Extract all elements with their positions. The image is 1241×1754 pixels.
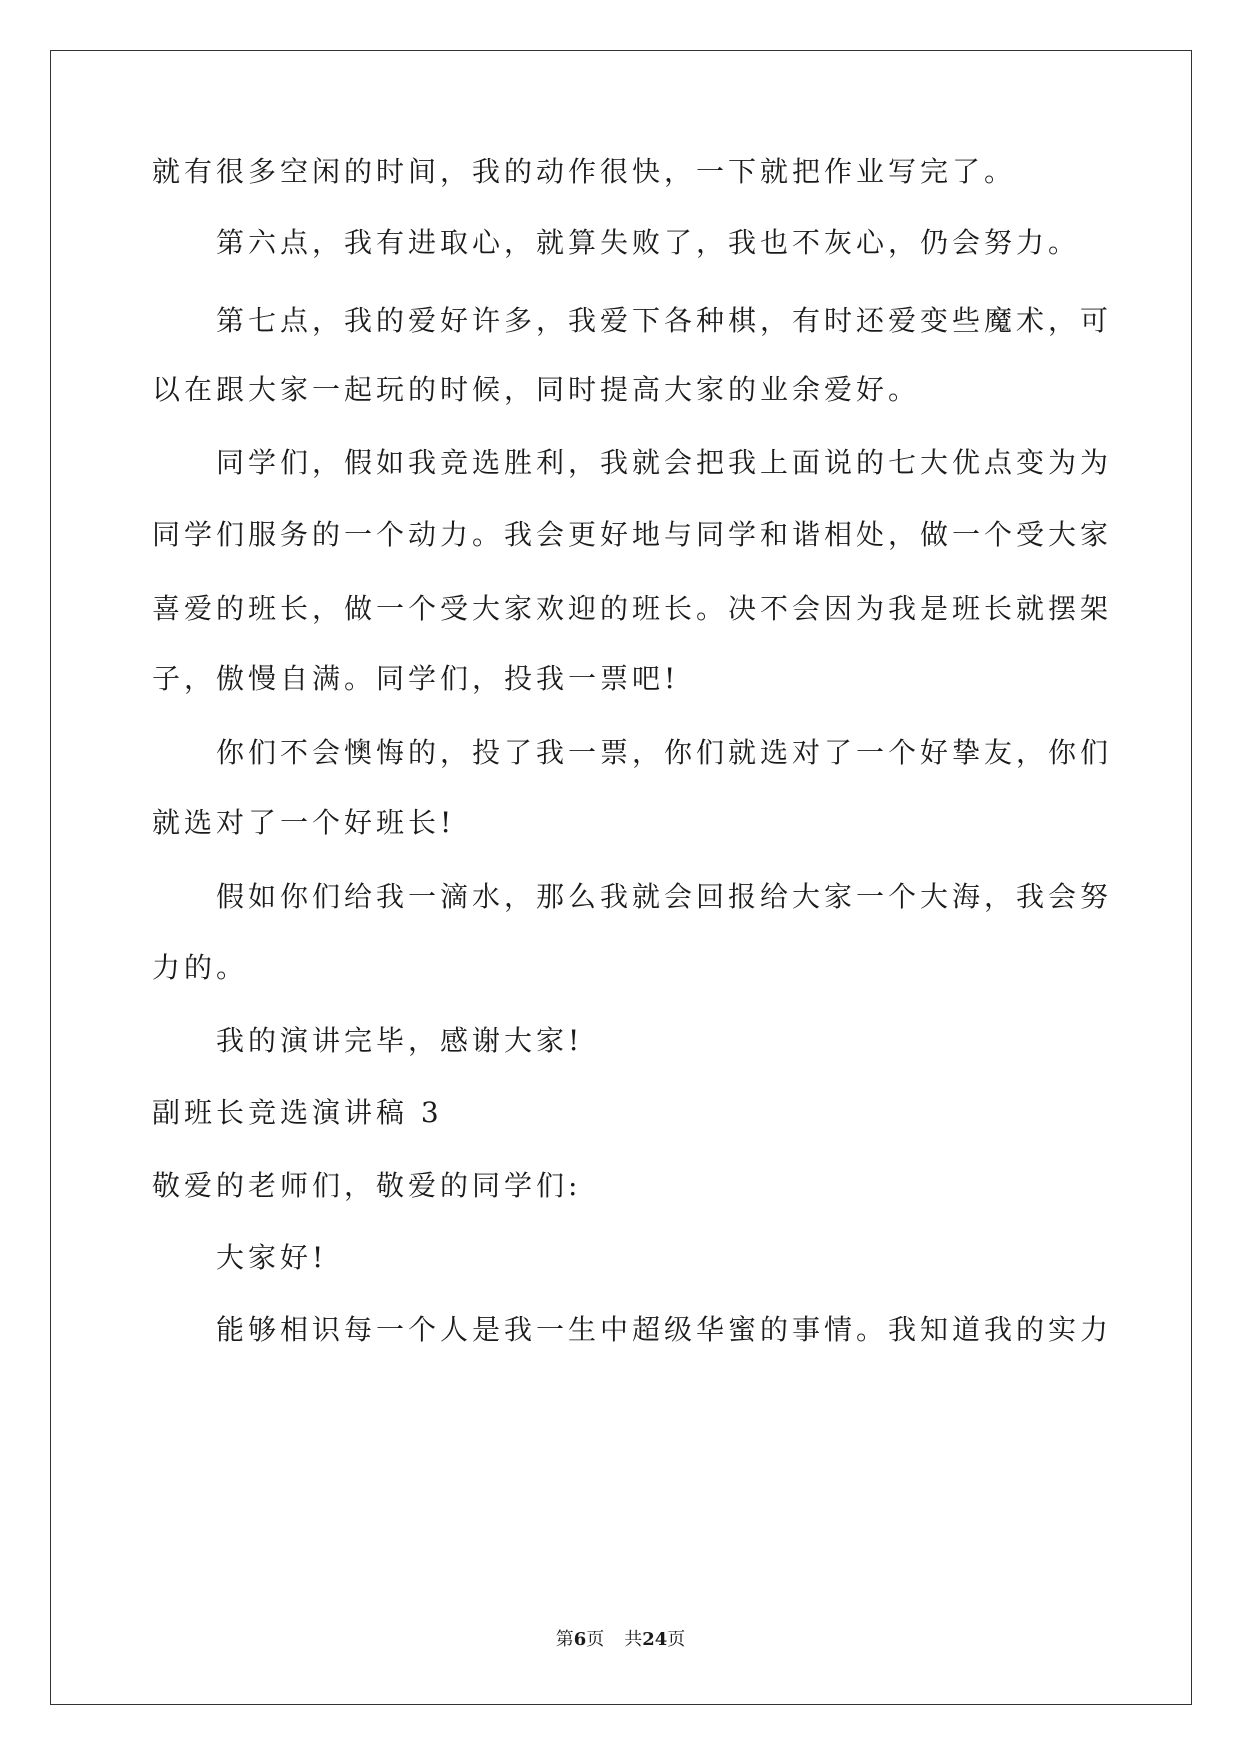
- text-line: 子，傲慢自满。同学们，投我一票吧!: [152, 662, 680, 695]
- text-line: 能够相识每一个人是我一生中超级华蜜的事情。我知道我的实力: [216, 1313, 1113, 1346]
- text-line: 假如你们给我一滴水，那么我就会回报给大家一个大海，我会努: [216, 880, 1113, 913]
- text-line: 你们不会懊悔的，投了我一票，你们就选对了一个好挚友，你们: [216, 736, 1113, 769]
- text-line: 力的。: [152, 951, 249, 984]
- total-suffix: 页: [667, 1629, 686, 1650]
- section-heading: 副班长竞选演讲稿 3: [152, 1096, 443, 1129]
- salutation: 敬爱的老师们，敬爱的同学们:: [152, 1169, 582, 1202]
- total-prefix: 共: [624, 1629, 643, 1650]
- text-line: 同学们，假如我竞选胜利，我就会把我上面说的七大优点变为为: [216, 446, 1113, 479]
- current-page-number: 6: [573, 1629, 587, 1650]
- text-line: 第七点，我的爱好许多，我爱下各种棋，有时还爱变些魔术，可: [216, 304, 1113, 337]
- text-line: 以在跟大家一起玩的时候，同时提高大家的业余爱好。: [152, 373, 921, 406]
- text-line: 就有很多空闲的时间，我的动作很快，一下就把作业写完了。: [152, 155, 1017, 188]
- text-line: 喜爱的班长，做一个受大家欢迎的班长。决不会因为我是班长就摆架: [152, 592, 1113, 625]
- text-line: 我的演讲完毕，感谢大家!: [216, 1024, 584, 1057]
- text-line: 同学们服务的一个动力。我会更好地与同学和谐相处，做一个受大家: [152, 518, 1113, 551]
- text-line: 就选对了一个好班长!: [152, 806, 456, 839]
- total-page-count: 24: [642, 1629, 668, 1650]
- page-suffix: 页: [586, 1629, 605, 1650]
- page-footer: [0, 1628, 1241, 1652]
- text-line: 第六点，我有进取心，就算失败了，我也不灰心，仍会努力。: [216, 226, 1081, 259]
- page-prefix: 第: [555, 1629, 574, 1650]
- greeting: 大家好!: [216, 1241, 328, 1274]
